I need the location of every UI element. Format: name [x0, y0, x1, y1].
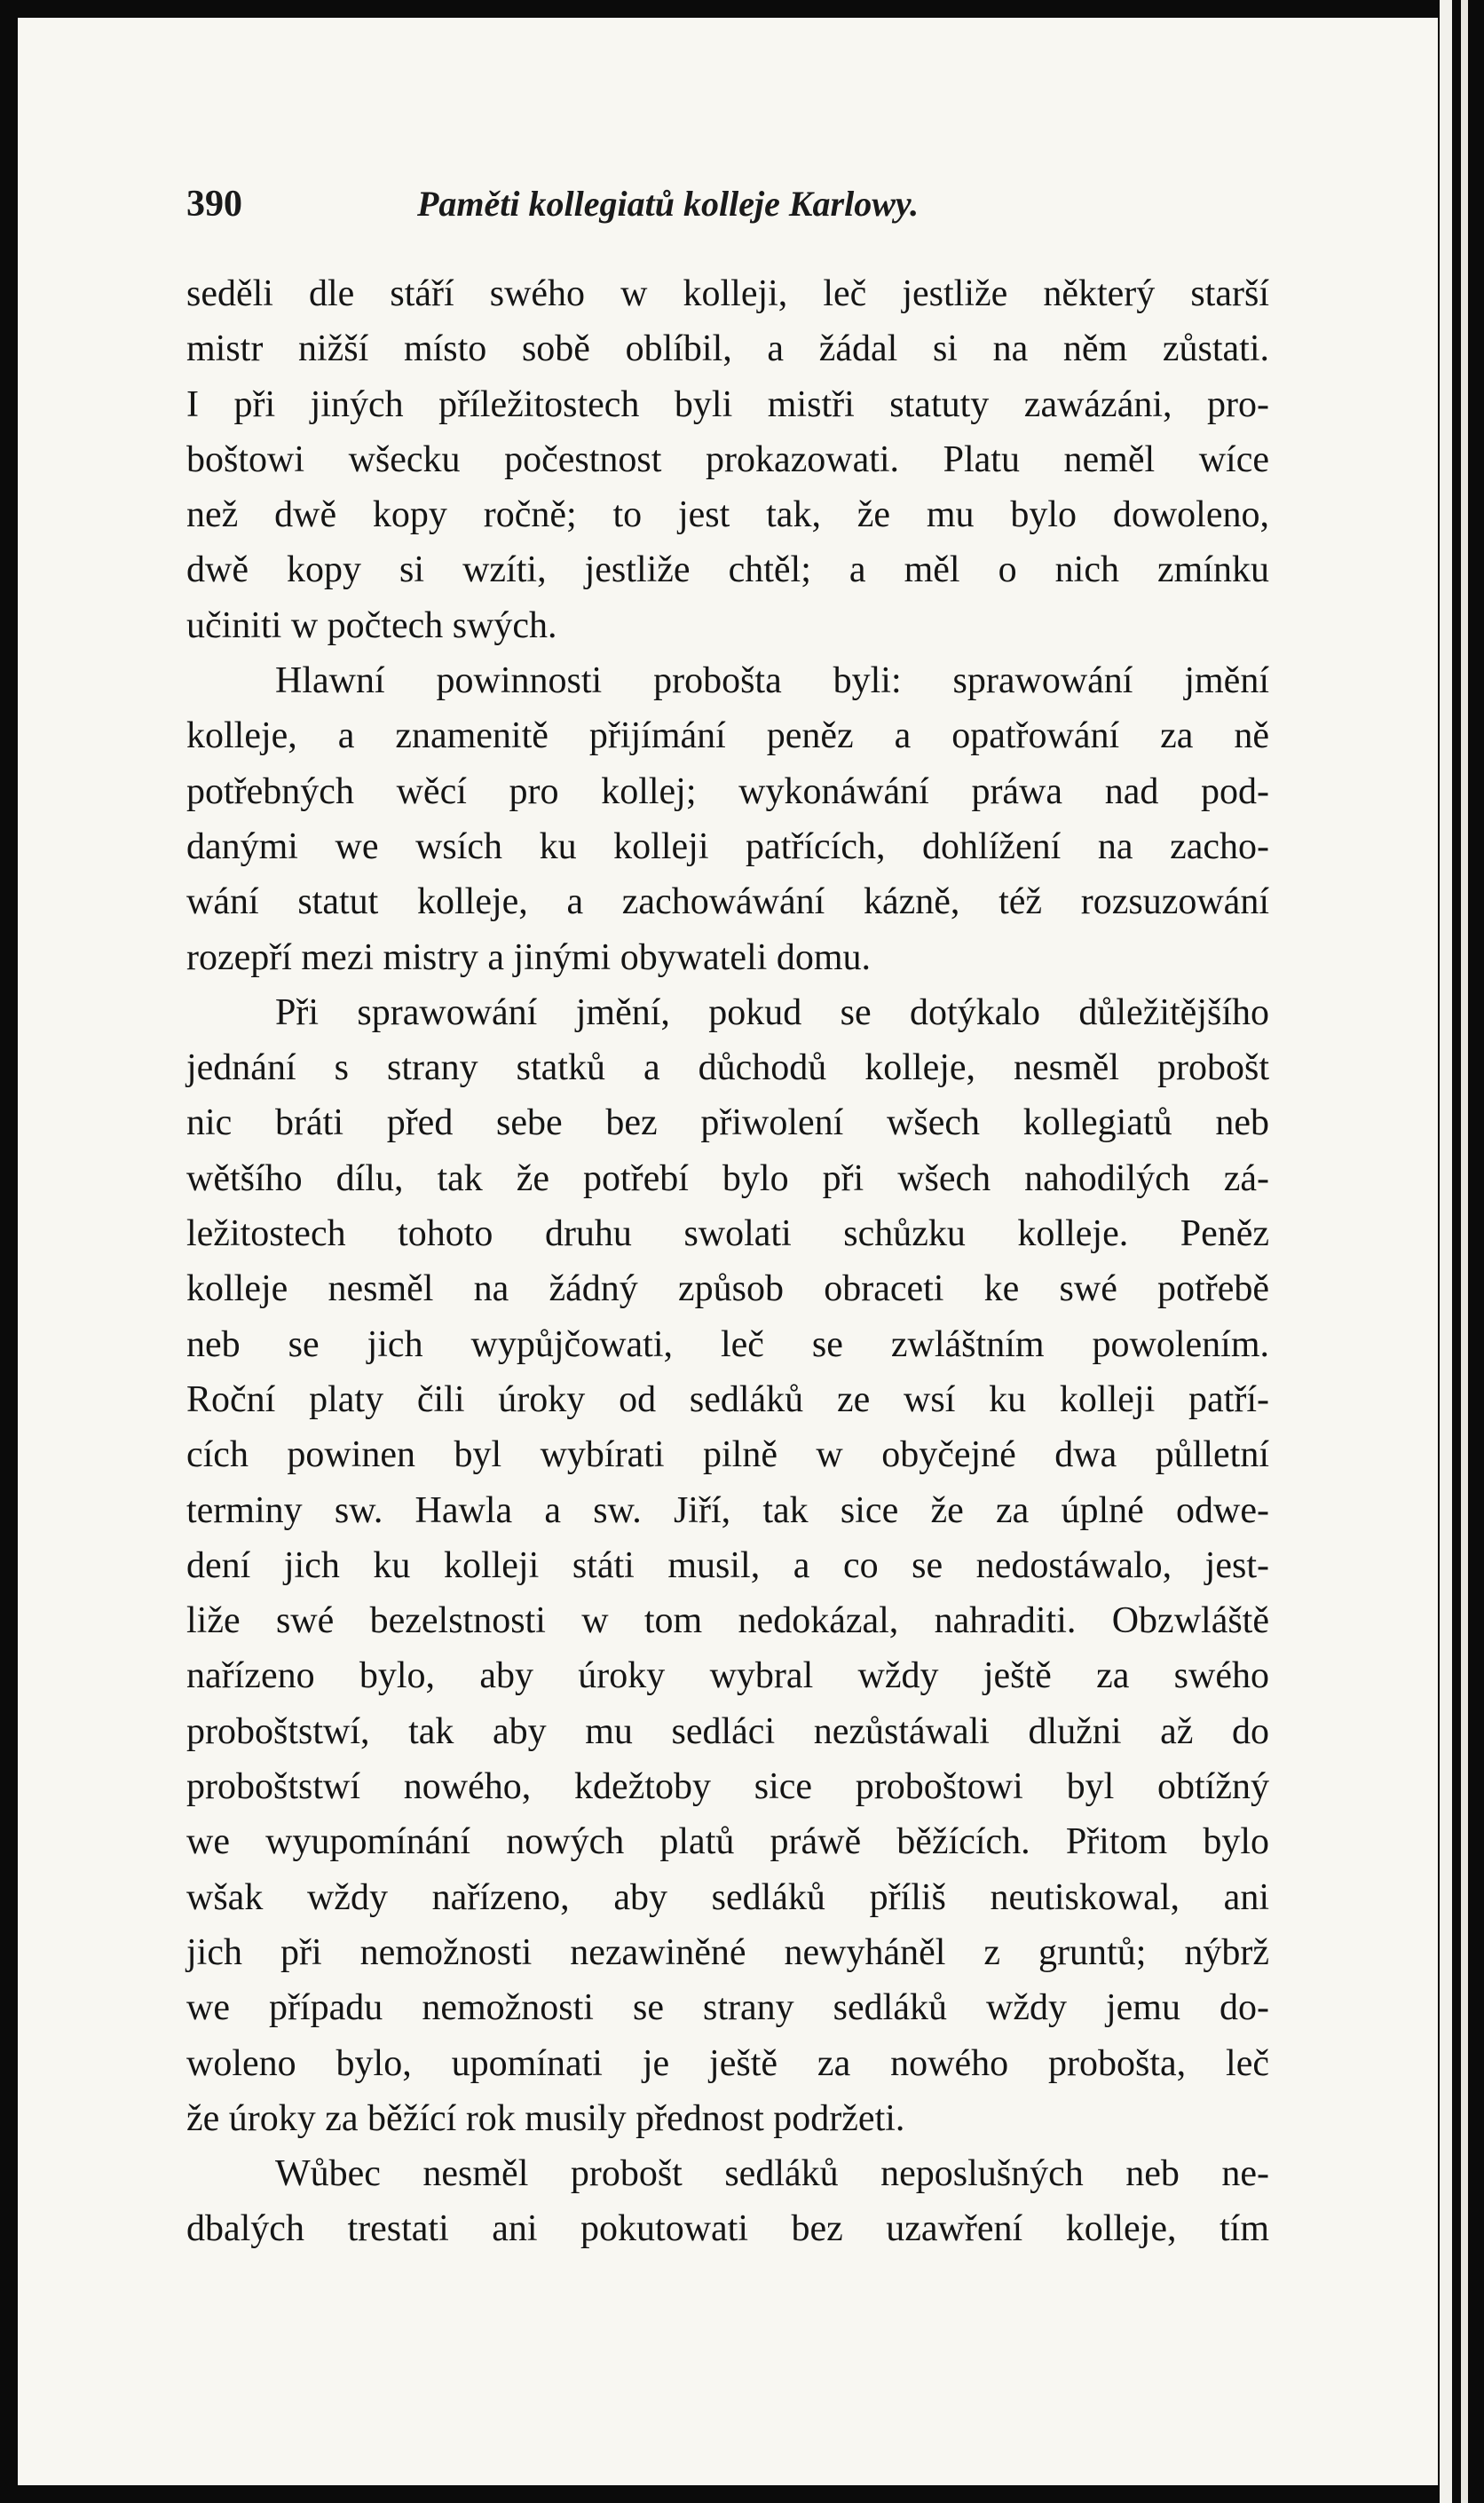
- text-line: rozepří mezi mistry a jinými obywateli domu.: [186, 936, 871, 978]
- text-line: učiniti w počtech swých.: [186, 604, 557, 646]
- text-line: we wyupomínání nowých platů práwě běžících. Přitom bylo: [186, 1821, 1269, 1863]
- page-header: [186, 178, 1269, 231]
- text-line: I při jiných příležitostech byli mistři statuty zawázáni, pro-: [186, 383, 1269, 425]
- text-line: proboštstwí, tak aby mu sedláci nezůstáwali dlužni až do: [186, 1710, 1269, 1752]
- text-line: ležitostech tohoto druhu swolati schůzku kolleje. Peněz: [186, 1213, 1269, 1255]
- text-line: boštowi wšecku počestnost prokazowati. Platu neměl wíce: [186, 438, 1269, 480]
- text-line: nařízeno bylo, aby úroky wybral wždy ještě za swého: [186, 1655, 1269, 1697]
- text-line: jich při nemožnosti nezawiněné newyháněl z gruntů; nýbrž: [186, 1931, 1269, 1973]
- text-line: we případu nemožnosti se strany sedláků wždy jemu do-: [186, 1987, 1269, 2029]
- text-line: Roční platy čili úroky od sedláků ze wsí ku kolleji patří-: [186, 1378, 1269, 1420]
- text-line: terminy sw. Hawla a sw. Jiří, tak sice že za úplné odwe-: [186, 1489, 1269, 1531]
- text-line: jednání s strany statků a důchodů kolleje, nesměl probošt: [186, 1047, 1269, 1089]
- text-line: než dwě kopy ročně; to jest tak, že mu bylo dowoleno,: [186, 494, 1269, 536]
- text-line: wání statut kolleje, a zachowáwání kázně, též rozsuzowání: [186, 881, 1269, 923]
- text-line: woleno bylo, upomínati je ještě za nowého probošta, leč: [186, 2042, 1269, 2084]
- text-line: seděli dle stáří swého w kolleji, leč jestliže některý starší: [186, 273, 1269, 314]
- paragraph-start-line: Hlawní powinnosti probošta byli: sprawowání jmění: [275, 660, 1269, 702]
- text-line: mistr nižší místo sobě oblíbil, a žádal si na něm zůstati.: [186, 328, 1269, 370]
- text-line: dwě kopy si wzíti, jestliže chtěl; a měl o nich zmínku: [186, 549, 1269, 591]
- text-line: proboštstwí nowého, kdežtoby sice proboštowi byl obtížný: [186, 1766, 1269, 1808]
- paragraph-start-line: Wůbec nesměl probošt sedláků neposlušných neb ne-: [275, 2153, 1269, 2195]
- paragraph-start-line: Při sprawowání jmění, pokud se dotýkalo důležitějšího: [275, 991, 1269, 1033]
- text-line: kolleje, a znamenitě přijímání peněz a opatřowání za ně: [186, 715, 1269, 757]
- text-line: wšak wždy nařízeno, aby sedláků příliš neutiskowal, ani: [186, 1876, 1269, 1918]
- text-line: kolleje nesměl na žádný způsob obraceti ke swé potřebě: [186, 1268, 1269, 1310]
- page-edge-inner: [1461, 0, 1468, 2503]
- page-edge: [1440, 0, 1452, 2503]
- text-line: cích powinen byl wybírati pilně w obyčejné dwa půlletní: [186, 1434, 1269, 1476]
- text-line: potřebných wěcí pro kollej; wykonáwání práwa nad pod-: [186, 770, 1269, 812]
- text-line: neb se jich wypůjčowati, leč se zwláštním powolením.: [186, 1323, 1269, 1365]
- text-line: nic bráti před sebe bez přiwolení wšech kollegiatů neb: [186, 1102, 1269, 1144]
- text-line: dení jich ku kolleji státi musil, a co se nedostáwalo, jest-: [186, 1544, 1269, 1586]
- running-title: Paměti kollegiatů kolleje Karlowy.: [417, 184, 920, 224]
- text-line: liže swé bezelstnosti w tom nedokázal, nahraditi. Obzwláště: [186, 1600, 1269, 1642]
- text-line: danými we wsích ku kolleji patřících, dohlížení na zacho-: [186, 825, 1269, 867]
- text-line: dbalých trestati ani pokutowati bez uzawření kolleje, tím: [186, 2208, 1269, 2250]
- page-number: 390: [186, 184, 242, 225]
- text-body: [186, 266, 1269, 2257]
- text-line: že úroky za běžící rok musily přednost podržeti.: [186, 2097, 905, 2139]
- text-line: wětšího dílu, tak že potřebí bylo při wšech nahodilých zá-: [186, 1157, 1269, 1199]
